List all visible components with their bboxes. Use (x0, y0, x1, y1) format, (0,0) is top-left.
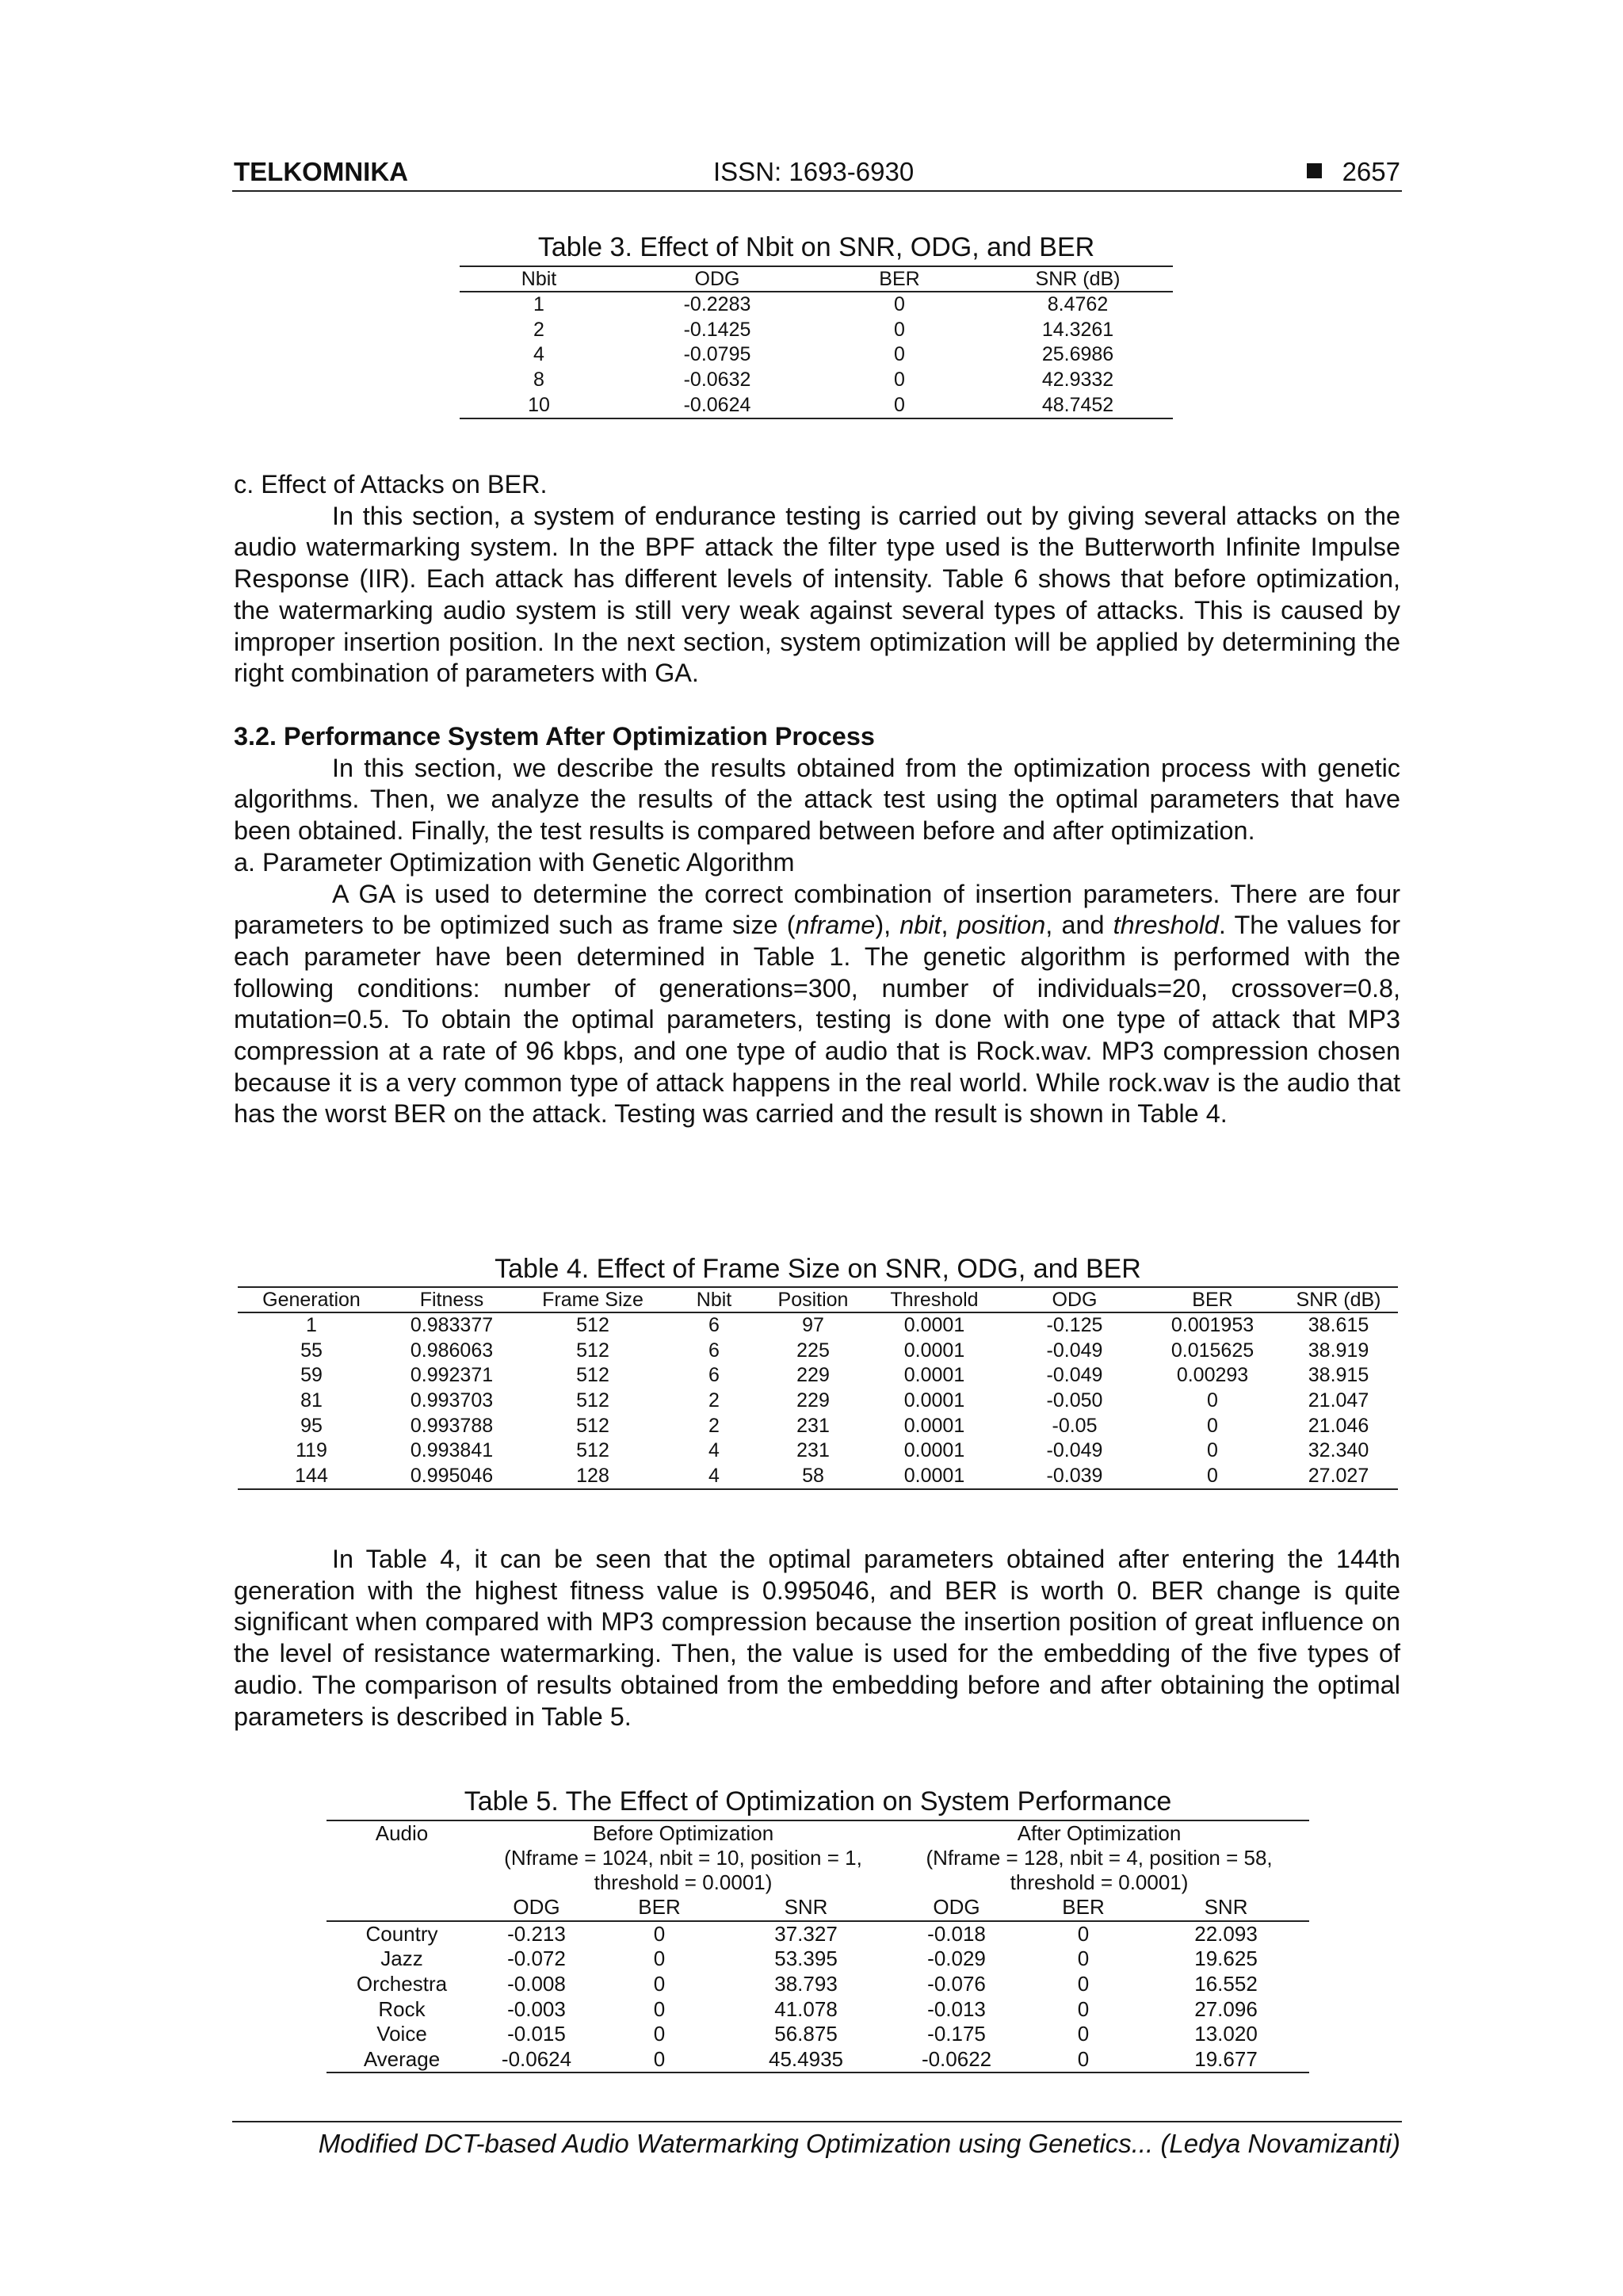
table3-header-row (460, 266, 1173, 292)
table4-col-frame-size: Frame Size (518, 1287, 667, 1312)
table4-col-generation: Generation (238, 1287, 385, 1312)
table5-cell: 0 (1077, 1946, 1090, 1971)
table5-cell: 19.677 (1194, 2046, 1258, 2071)
section-3-2-heading: 3.2. Performance System After Optimization Process (234, 722, 875, 751)
table4-cell: -0.049 (1046, 1439, 1103, 1462)
table4-cell: 0.0001 (903, 1439, 965, 1462)
table4-cell: 0.015625 (1170, 1339, 1254, 1362)
term-threshold: threshold (1113, 911, 1219, 940)
table5-cell: 0 (653, 1972, 666, 1996)
table4-cell: 4 (708, 1439, 720, 1462)
table4-col-snr: SNR (dB) (1279, 1287, 1398, 1312)
table3-cell: -0.0632 (683, 369, 751, 392)
table5-sub-snr-after: SNR (1143, 1895, 1309, 1921)
table5-cell: -0.213 (507, 1921, 566, 1946)
journal-name: TELKOMNIKA (234, 157, 408, 186)
table4 (238, 1286, 1398, 1490)
table5-col-audio: Audio (375, 1821, 429, 1845)
table4-row (238, 1389, 1398, 1414)
table4-cell: 4 (708, 1464, 720, 1487)
section-a-text-1: A GA is used to determine the correct combination of insertion parameters. There are four parameters to be optimized such as frame size ( (234, 879, 1400, 940)
table5-cell: -0.072 (507, 1946, 566, 1971)
table5-cell: 37.327 (774, 1921, 838, 1946)
table3 (460, 266, 1173, 419)
table5-row (327, 1972, 1309, 1997)
page-header (232, 155, 1402, 192)
table5-cell: -0.013 (927, 1996, 986, 2021)
table5-row (327, 2022, 1309, 2047)
table5-cell: -0.015 (507, 2022, 566, 2046)
table5-cell: 22.093 (1194, 1921, 1258, 1946)
table3-cell: 4 (533, 343, 544, 366)
table5-row (327, 1946, 1309, 1972)
table3-cell: 0 (894, 343, 905, 366)
table3-cell: 48.7452 (1041, 393, 1114, 416)
table4-cell: 128 (576, 1464, 609, 1487)
table4-cell: 1 (306, 1314, 317, 1337)
table4-cell: 0.995046 (410, 1464, 494, 1487)
section-3-2-paragraph: In this section, we describe the results obtained from the optimization process with genetic algorithms. Then, we analyze the results of the attack test using the optimal parameters that have been obtained. Finally, the test results is compared between before and after optimization. (234, 753, 1400, 846)
table4-cell: 229 (796, 1389, 830, 1412)
table4-cell: 225 (796, 1339, 830, 1362)
table3-cell: 2 (533, 318, 544, 341)
table4-cell: 38.915 (1308, 1364, 1369, 1387)
table4-cell: 97 (802, 1314, 824, 1337)
table5-cell: 0 (653, 2022, 666, 2046)
table5 (327, 1820, 1309, 2073)
table3-cell: -0.1425 (683, 318, 751, 341)
table4-cell: 0.00293 (1176, 1364, 1249, 1387)
table4-cell: -0.050 (1046, 1389, 1103, 1412)
square-bullet-icon (1307, 163, 1322, 178)
table4-cell: 81 (300, 1389, 323, 1412)
table5-cell: 45.4935 (769, 2046, 843, 2071)
table5-cell: -0.175 (927, 2022, 986, 2046)
term-nbit: nbit (899, 911, 941, 940)
section-3-2 (234, 721, 1400, 1130)
table5-cell: 0 (1077, 1921, 1090, 1946)
table5-row (327, 1996, 1309, 2022)
table4-row (238, 1464, 1398, 1490)
table5-cell: Country (365, 1921, 438, 1946)
table5-sub-ber-before: BER (596, 1895, 723, 1921)
table4-cell: 231 (796, 1414, 830, 1437)
page-number-wrap (1307, 157, 1400, 187)
table5-before-params: (Nframe = 1024, nbit = 10, position = 1, threshold = 0.0001) (504, 1846, 862, 1894)
table4-cell: -0.049 (1046, 1339, 1103, 1362)
table5-cell: Rock (378, 1996, 426, 2021)
section-c-paragraph: In this section, a system of endurance testing is carried out by giving several attacks on the audio watermarking system. In the BPF attack the filter type used is the Butterworth Infinite Impulse Response (IIR). Each attack has different levels of intensity. Table 6 shows that before optimization, the watermarking audio system is still very weak against several types of attacks. This is caused by improper insertion position. In the next section, system optimization will be applied by determining the right combination of parameters with GA. (234, 501, 1400, 688)
table5-cell: 56.875 (774, 2022, 838, 2046)
table4-cell: 144 (295, 1464, 328, 1487)
table4-cell: 55 (300, 1339, 323, 1362)
table4-caption: Table 4. Effect of Frame Size on SNR, ODG, and BER (495, 1254, 1141, 1284)
section-c (234, 469, 1400, 690)
table3-col-odg: ODG (618, 266, 816, 292)
table5-cell: 16.552 (1194, 1972, 1258, 1996)
table4-cell: 2 (708, 1389, 720, 1412)
table4-cell: 0.0001 (903, 1314, 965, 1337)
table4-cell: 119 (296, 1439, 327, 1462)
table4-cell: 0 (1207, 1464, 1218, 1487)
table4-cell: 0.0001 (903, 1364, 965, 1387)
table4-cell: 0 (1207, 1439, 1218, 1462)
table3-cell: -0.0795 (683, 343, 751, 366)
table3-row (460, 342, 1173, 368)
table3-caption: Table 3. Effect of Nbit on SNR, ODG, and BER (537, 232, 1095, 262)
table5-cell: 13.020 (1194, 2022, 1258, 2046)
table3-cell: 42.9332 (1041, 369, 1114, 392)
table4-cell: 229 (796, 1364, 830, 1387)
section-a-text-2: . The values for each parameter have been determined in Table 1. The genetic algorithm is performed with the following conditions: number of generations=300, number of individuals=20, crossover=0.8, mutation=0.5. To obtain the optimal parameters, testing is done with one type of attack that MP3 compression at a rate of 96 kbps, and one type of audio that is Rock.wav. MP3 compression chosen because it is a very common type of attack happens in the real world. While rock.wav is the audio that has the worst BER on the attack. Testing was carried and the result is shown in Table 4. (234, 911, 1400, 1129)
table3-row (460, 292, 1173, 318)
table4-cell: -0.05 (1052, 1414, 1098, 1437)
table5-before-group (477, 1820, 889, 1895)
table5-sub-odg-after: ODG (889, 1895, 1024, 1921)
table4-row (238, 1339, 1398, 1364)
table4-discussion (234, 1544, 1400, 1733)
table5-cell: Average (363, 2046, 441, 2071)
table4-cell: 0.992371 (410, 1364, 494, 1387)
table4-cell: 0 (1207, 1414, 1218, 1437)
table4-row (238, 1363, 1398, 1389)
table4-header-row (238, 1287, 1398, 1312)
table5-sub-odg-before: ODG (477, 1895, 596, 1921)
table4-row (238, 1312, 1398, 1339)
section-a-sep-2: , (941, 911, 957, 940)
table4-discussion-paragraph: In Table 4, it can be seen that the optimal parameters obtained after entering the 144th generation with the highest fitness value is 0.995046, and BER is worth 0. BER change is quite significant when compared with MP3 compression because the insertion position of great influence on the level of resistance watermarking. Then, the value is used for the embedding of the five types of audio. The comparison of results obtained from the embedding before and after obtaining the optimal parameters is described in Table 5. (234, 1545, 1400, 1731)
table5-cell: 0 (1077, 2022, 1090, 2046)
section-a-title: a. Parameter Optimization with Genetic Algorithm (234, 847, 795, 877)
table5-cell: Orchestra (356, 1972, 448, 1996)
table4-cell: 512 (576, 1414, 609, 1437)
table4-cell: 27.027 (1308, 1464, 1369, 1487)
section-a-sep-3: , and (1045, 911, 1113, 940)
table5-row (327, 1921, 1309, 1947)
table4-cell: 2 (708, 1414, 720, 1437)
table4-col-fitness: Fitness (385, 1287, 518, 1312)
table4-cell: 6 (708, 1314, 720, 1337)
table3-cell: 0 (894, 293, 905, 316)
table5-cell: Jazz (380, 1946, 423, 1971)
table3-cell: 14.3261 (1041, 318, 1114, 341)
table5-sub-header-row (327, 1895, 1309, 1921)
table5-cell: Voice (376, 2022, 427, 2046)
table4-cell: 512 (576, 1339, 609, 1362)
table4-cell: 95 (300, 1414, 323, 1437)
table5-before-title: Before Optimization (592, 1821, 774, 1845)
table3-cell: 0 (894, 393, 905, 416)
table4-cell: 21.047 (1308, 1389, 1369, 1412)
table5-cell: 0 (653, 1946, 666, 1971)
table5-cell: 0 (653, 2046, 666, 2071)
table4-cell: 0.986063 (410, 1339, 494, 1362)
table5-cell: 41.078 (774, 1996, 838, 2021)
table5-row (327, 2047, 1309, 2073)
section-a-paragraph (234, 879, 1400, 1131)
section-a-sep-1: ), (875, 911, 900, 940)
page-number: 2657 (1342, 157, 1400, 186)
term-position: position (957, 911, 1046, 940)
table5-cell: -0.0624 (501, 2046, 572, 2071)
table4-cell: 0.001953 (1170, 1314, 1254, 1337)
table4-cell: 0.0001 (903, 1414, 965, 1437)
term-nframe: nframe (795, 911, 876, 940)
table5-sub-snr-before: SNR (723, 1895, 889, 1921)
table3-cell: 8.4762 (1047, 293, 1109, 316)
table4-cell: 0 (1207, 1389, 1218, 1412)
table4-cell: 21.046 (1308, 1414, 1369, 1437)
table5-cell: -0.076 (927, 1972, 986, 1996)
table5-cell: 38.793 (774, 1972, 838, 1996)
table5-sub-ber-after: BER (1024, 1895, 1143, 1921)
table5-cell: 53.395 (774, 1946, 838, 1971)
table4-cell: 512 (576, 1439, 609, 1462)
table4-cell: 32.340 (1308, 1439, 1369, 1462)
table3-col-snr: SNR (dB) (983, 266, 1173, 292)
table4-cell: 512 (576, 1389, 609, 1412)
table5-caption: Table 5. The Effect of Optimization on System Performance (464, 1786, 1172, 1817)
table4-col-ber: BER (1146, 1287, 1279, 1312)
table4-cell: 0.0001 (903, 1464, 965, 1487)
table4-cell: 0.993841 (410, 1439, 494, 1462)
table4-col-odg: ODG (1003, 1287, 1146, 1312)
table4-cell: 512 (576, 1364, 609, 1387)
table5-cell: -0.018 (927, 1921, 986, 1946)
table5-cell: -0.008 (507, 1972, 566, 1996)
table5-cell: -0.0622 (921, 2046, 992, 2071)
table5-cell: -0.003 (507, 1996, 566, 2021)
table4-row (238, 1413, 1398, 1438)
table3-cell: 25.6986 (1041, 343, 1114, 366)
table4-cell: 38.919 (1308, 1339, 1369, 1362)
table4-cell: 0.993788 (410, 1414, 494, 1437)
table4-cell: 0.983377 (410, 1314, 494, 1337)
table4-cell: 59 (300, 1364, 323, 1387)
table4-col-position: Position (761, 1287, 865, 1312)
table3-row (460, 392, 1173, 418)
issn: ISSN: 1693-6930 (713, 157, 915, 186)
table4-cell: 512 (576, 1314, 609, 1337)
table5-cell: -0.029 (927, 1946, 986, 1971)
table4-cell: 58 (802, 1464, 824, 1487)
table3-cell: -0.0624 (683, 393, 751, 416)
table5-cell: 19.625 (1194, 1946, 1258, 1971)
table3-cell: -0.2283 (683, 293, 751, 316)
table3-col-nbit: Nbit (460, 266, 618, 292)
table4-cell: 6 (708, 1364, 720, 1387)
section-c-title: c. Effect of Attacks on BER. (234, 470, 548, 499)
table5-after-params: (Nframe = 128, nbit = 4, position = 58, threshold = 0.0001) (926, 1846, 1273, 1894)
table5-cell: 0 (1077, 1972, 1090, 1996)
table3-col-ber: BER (816, 266, 983, 292)
table5-cell: 0 (653, 1921, 666, 1946)
table3-body (460, 292, 1173, 418)
table5-body (327, 1921, 1309, 2073)
table4-cell: 0.0001 (903, 1389, 965, 1412)
page-footer (232, 2121, 1402, 2159)
table4-col-threshold: Threshold (865, 1287, 1003, 1312)
table4-cell: -0.049 (1046, 1364, 1103, 1387)
table5-after-title: After Optimization (1017, 1821, 1182, 1845)
table4-row (238, 1438, 1398, 1464)
table4-cell: -0.125 (1046, 1314, 1103, 1337)
table5-cell: 0 (653, 1996, 666, 2021)
table4-cell: 0.993703 (410, 1389, 494, 1412)
table4-col-nbit: Nbit (667, 1287, 761, 1312)
table3-cell: 1 (533, 293, 544, 316)
table5-group-header-row (327, 1820, 1309, 1895)
table5-cell: 27.096 (1194, 1996, 1258, 2021)
table3-row (460, 368, 1173, 393)
table5-after-group (889, 1820, 1309, 1895)
table3-cell: 10 (528, 393, 550, 416)
table4-cell: -0.039 (1046, 1464, 1103, 1487)
table4-body (238, 1312, 1398, 1489)
footer-text: Modified DCT-based Audio Watermarking Optimization using Genetics... (Ledya Novamizanti) (318, 2129, 1400, 2158)
table3-cell: 8 (533, 369, 544, 392)
table5-sub-empty (327, 1895, 477, 1921)
table4-cell: 0.0001 (903, 1339, 965, 1362)
table5-cell: 0 (1077, 1996, 1090, 2021)
table3-row (460, 318, 1173, 343)
table4-cell: 38.615 (1308, 1314, 1369, 1337)
table4-cell: 231 (796, 1439, 830, 1462)
table4-cell: 6 (708, 1339, 720, 1362)
table3-cell: 0 (894, 318, 905, 341)
table3-cell: 0 (894, 369, 905, 392)
table5-cell: 0 (1077, 2046, 1090, 2071)
